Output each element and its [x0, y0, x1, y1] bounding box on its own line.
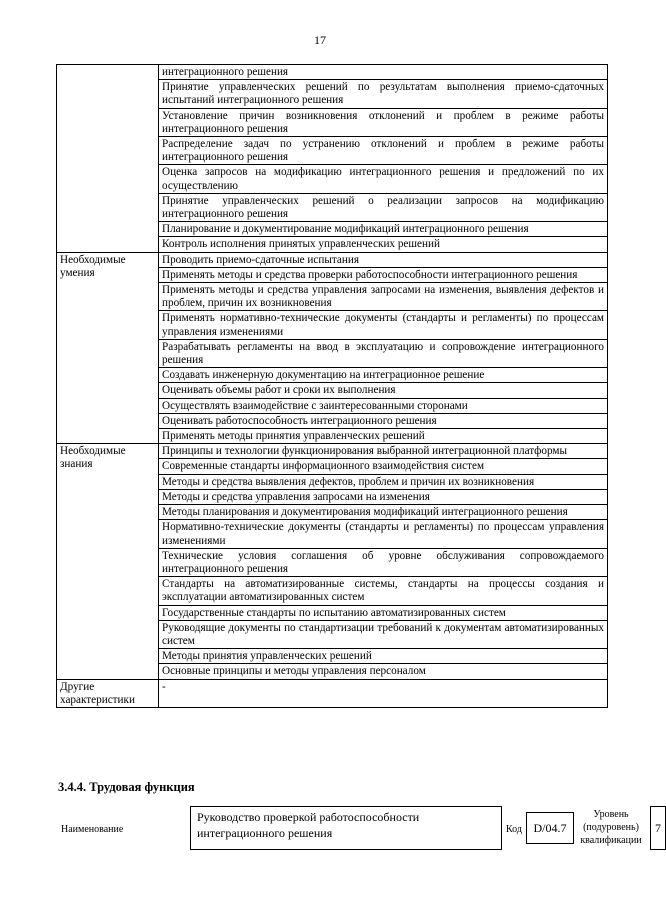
row-value: Установление причин возникновения отклонений и проблем в режиме работы интеграционного решения [159, 108, 608, 136]
row-value: Методы принятия управленческих решений [159, 649, 608, 664]
row-value: Стандарты на автоматизированные системы, стандарты на процессы создания и эксплуатации автоматизированных систем [159, 577, 608, 605]
row-value: Принятие управленческих решений по результатам выполнения приемо-сдаточных испытаний интеграционного решения [159, 80, 608, 108]
row-value: Основные принципы и методы управления персоналом [159, 664, 608, 679]
code-label: Код [506, 824, 522, 835]
row-value: Применять методы и средства проверки работоспособности интеграционного решения [159, 267, 608, 282]
section-title: 3.4.4. Трудовая функция [58, 780, 195, 794]
level-label: Уровень (подуровень) квалификации [580, 809, 642, 846]
name-value: Руководство проверкой работоспособности интеграционного решения [197, 810, 420, 840]
row-value: Принципы и технологии функционирования выбранной интеграционной платформы [159, 444, 608, 459]
row-value: Методы и средства управления запросами на изменения [159, 489, 608, 504]
row-value: Применять методы и средства управления запросами на изменения, выявления дефектов и проблем, причин их возникновения [159, 283, 608, 311]
row-value: интеграционного решения [159, 65, 608, 80]
row-value: Применять нормативно-технические документы (стандарты и регламенты) по процессам управления изменениями [159, 311, 608, 339]
name-label: Наименование [61, 824, 124, 835]
row-value: Распределение задач по устранению отклонений и проблем в режиме работы интеграционного решения [159, 137, 608, 165]
row-label: Другие характеристики [57, 679, 159, 707]
row-label: Необходимые умения [57, 252, 159, 444]
page-number: 17 [314, 33, 326, 47]
row-value: Разрабатывать регламенты на ввод в эксплуатацию и сопровождение интеграционного решения [159, 339, 608, 367]
row-value: Планирование и документирование модификаций интеграционного решения [159, 222, 608, 237]
row-value: - [159, 679, 608, 707]
row-value: Создавать инженерную документацию на интеграционное решение [159, 368, 608, 383]
row-value: Современные стандарты информационного взаимодействия систем [159, 459, 608, 474]
row-value: Осуществлять взаимодействие с заинтересованными сторонами [159, 398, 608, 413]
row-value: Технические условия соглашения об уровне обслуживания сопровождаемого интеграционного решения [159, 548, 608, 576]
skill-row [57, 252, 608, 267]
other-row [57, 679, 608, 707]
row-value: Проводить приемо-сдаточные испытания [159, 252, 608, 267]
code-value: D/04.7 [526, 812, 574, 844]
row-value: Руководящие документы по стандартизации требований к документам автоматизированных систем [159, 620, 608, 648]
row-value: Контроль исполнения принятых управленческих решений [159, 237, 608, 252]
level-value: 7 [650, 806, 666, 850]
row-value: Методы и средства выявления дефектов, проблем и причин их возникновения [159, 474, 608, 489]
row-label: Необходимые знания [57, 444, 159, 679]
requirements-table [56, 64, 608, 708]
row-value: Оценка запросов на модификацию интеграционного решения и предложений по их осуществлению [159, 165, 608, 193]
table-row [57, 65, 608, 80]
row-value: Принятие управленческих решений о реализации запросов на модификацию интеграционного решения [159, 193, 608, 221]
row-value: Применять методы принятия управленческих решений [159, 429, 608, 444]
row-value: Методы планирования и документирования модификаций интеграционного решения [159, 505, 608, 520]
row-value: Нормативно-технические документы (стандарты и регламенты) по процессам управления изменениями [159, 520, 608, 548]
knowledge-row [57, 444, 608, 459]
row-value: Оценивать объемы работ и сроки их выполнения [159, 383, 608, 398]
name-value-box [190, 806, 502, 850]
labor-function-header [58, 806, 661, 852]
row-value: Государственные стандарты по испытанию автоматизированных систем [159, 605, 608, 620]
row-label [57, 65, 159, 253]
row-value: Оценивать работоспособность интеграционного решения [159, 413, 608, 428]
